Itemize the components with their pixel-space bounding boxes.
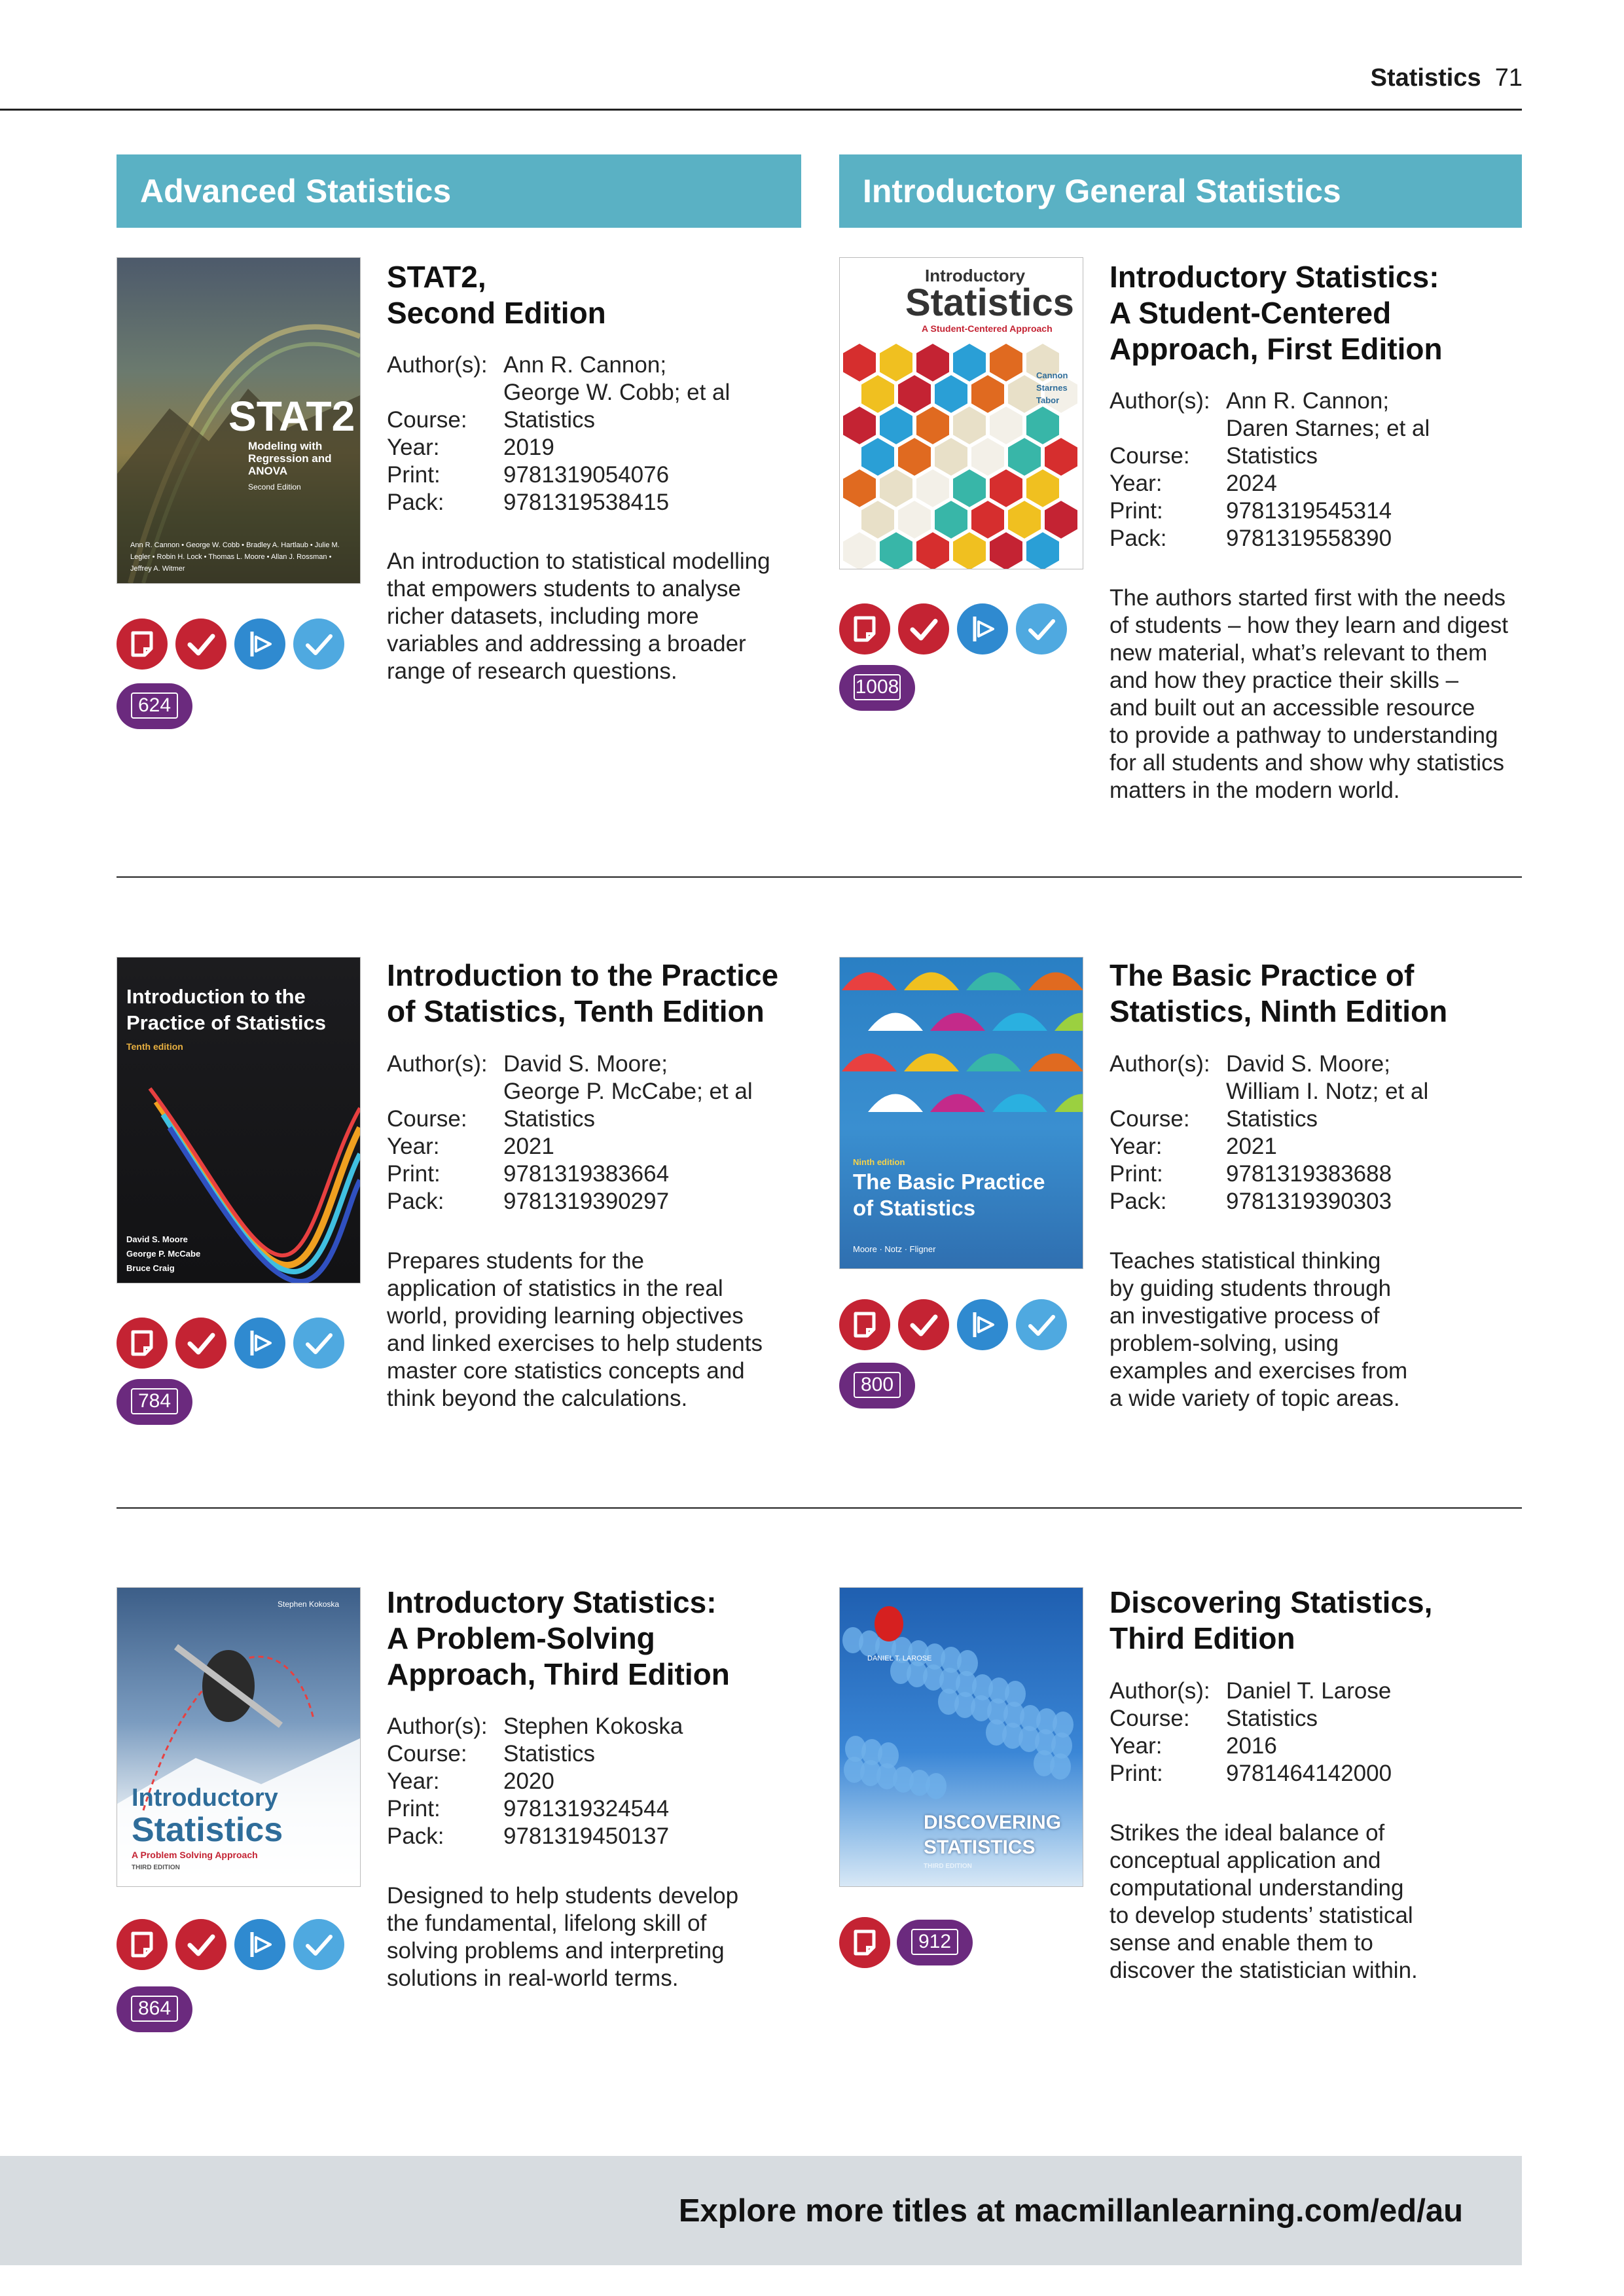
book-description: Teaches statistical thinking by guiding students through an investigative process of problem-solving, using examples and exercises from a wide variety of topic areas. [1110, 1248, 1408, 1411]
achieve-check-icon [175, 1919, 226, 1970]
book-description: Prepares students for the application of statistics in the real world, providing learning objectives and linked exercises to help students master core statistics concepts and think beyond the calculations. [387, 1248, 763, 1411]
book-title: Introductory Statistics: A Problem-Solving Approach, Third Edition [387, 1585, 730, 1691]
page-count-icon [117, 683, 192, 729]
ebook-icon [117, 1318, 168, 1369]
cover-edition: Second Edition [248, 482, 301, 492]
book-cover-introductory-statistics-problem-solving [117, 1587, 361, 1887]
sapling-check-icon [293, 1919, 344, 1970]
product-icons [117, 1919, 344, 1970]
cover-red-balloon [875, 1606, 903, 1641]
launchpad-play-icon [957, 603, 1008, 655]
cover-hexagon [1044, 437, 1078, 476]
book-title: The Basic Practice of Statistics, Ninth Edition [1110, 958, 1448, 1028]
book-pack-isbn: 9781319390303 [1226, 1189, 1392, 1214]
book-cover-discovering-statistics [839, 1587, 1083, 1887]
book-cover-introduction-to-the-practice-of-statistics [117, 957, 361, 1283]
cover-hexagon [934, 374, 968, 414]
cover-umbrella [842, 1054, 897, 1072]
page-count-icon [839, 665, 915, 711]
cover-hexagon [1007, 437, 1041, 476]
cover-umbrella [930, 1094, 985, 1113]
page-count-icon [897, 1920, 973, 1965]
cover-title-line1: Introductory [925, 266, 1026, 285]
cover-hexagon [861, 437, 895, 476]
book-pack-isbn: 9781319538415 [503, 490, 670, 515]
sapling-check-icon [1016, 603, 1067, 655]
sapling-check-icon [293, 1318, 344, 1369]
book-cover-stat2 [117, 257, 361, 584]
launchpad-play-icon [234, 619, 285, 670]
cover-umbrella [966, 973, 1021, 991]
cover-hexagon [952, 531, 986, 569]
book-author: George W. Cobb; et al [503, 380, 731, 405]
book-author: Daniel T. Larose [1226, 1678, 1392, 1704]
cover-subtitle: Modeling with Regression and ANOVA [248, 440, 332, 477]
book-description: The authors started first with the needs of students – how they learn and digest new material, what’s relevant to them and how they practice their skills – and built out an accessible resource to provide a pathway to understanding for all students and show why statistics matters in the modern world. [1110, 585, 1509, 803]
cover-hexagon [879, 531, 913, 569]
book-course: Statistics [503, 1106, 596, 1132]
cover-authors: David S. Moore George P. McCabe Bruce Craig [126, 1234, 201, 1273]
book-year: 2021 [1226, 1134, 1277, 1159]
cover-hexagon [989, 343, 1023, 382]
cover-authors: Ann R. Cannon • George W. Cobb • Bradley A. Hartlaub • Julie M. Legler • Robin H. Lock • Thomas L. Moore • Allan J. Rossman • Jeffrey A. Witmer [130, 541, 340, 573]
book-author: Ann R. Cannon; [503, 352, 667, 378]
cover-authors: Moore · Notz · Fligner [853, 1244, 936, 1254]
sapling-check-icon [1016, 1299, 1067, 1350]
cover-umbrella [868, 1094, 923, 1113]
cover-illustration [840, 958, 1083, 1268]
cover-hexagon [971, 437, 1005, 476]
footer-link-text[interactable]: Explore more titles at macmillanlearning.com/ed/au [678, 2193, 1463, 2229]
cover-edition: THIRD EDITION [924, 1863, 972, 1870]
cover-hexagon [916, 469, 950, 508]
cover-edition: Tenth edition [126, 1041, 183, 1052]
cover-hexagon [1026, 531, 1060, 569]
cover-hexagon [934, 500, 968, 539]
launchpad-play-icon [234, 1318, 285, 1369]
book-title: Discovering Statistics, Third Edition [1110, 1585, 1433, 1655]
cover-title: Introduction to the Practice of Statistics [126, 985, 326, 1034]
cover-balloon [926, 1773, 947, 1799]
cover-umbrella [1028, 973, 1083, 991]
cover-hexagon [879, 343, 913, 382]
cover-balloon [1005, 1681, 1026, 1707]
book-year: 2020 [503, 1768, 554, 1794]
book-year: 2019 [503, 435, 554, 460]
page-count: 800 [854, 1372, 901, 1398]
book-year: 2024 [1226, 471, 1277, 496]
book-course: Statistics [1226, 1706, 1318, 1731]
book-pack-isbn: 9781319558390 [1226, 526, 1392, 551]
cover-umbrella [992, 1094, 1047, 1113]
cover-umbrella [966, 1054, 1021, 1072]
book-course: Statistics [503, 1741, 596, 1767]
cover-balloon [1053, 1712, 1074, 1738]
cover-hexagon [916, 406, 950, 445]
book-title: Introductory Statistics: A Student-Centered Approach, First Edition [1110, 260, 1443, 366]
cover-balloon [957, 1650, 978, 1676]
cover-title: STAT2 [228, 393, 355, 440]
page-count-icon [839, 1363, 915, 1408]
book-print-isbn: 9781319383688 [1226, 1161, 1392, 1187]
cover-hexagon [842, 531, 876, 569]
launchpad-play-icon [957, 1299, 1008, 1350]
sapling-check-icon [293, 619, 344, 670]
cover-hexagon [989, 469, 1023, 508]
book-print-isbn: 9781319324544 [503, 1796, 670, 1821]
cover-hexagon [842, 406, 876, 445]
cover-hexagon [916, 531, 950, 569]
cover-umbrella [1055, 1094, 1083, 1113]
book-title: STAT2, Second Edition [387, 260, 606, 330]
book-author: Ann R. Cannon; [1226, 388, 1390, 414]
cover-balloon [878, 1742, 899, 1768]
cover-umbrella [904, 1054, 959, 1072]
cover-hexagon [897, 500, 931, 539]
cover-hexagon [989, 406, 1023, 445]
book-print-isbn: 9781319383664 [503, 1161, 670, 1187]
book-metadata: Author(s): David S. Moore; William I. Notz; et al Course: Statistics Year: 2021 Print: 9781319383688 Pack: 9781319390303 [1110, 1051, 1429, 1214]
product-icons [117, 619, 344, 670]
cover-hexagon [1026, 406, 1060, 445]
ebook-icon [117, 1919, 168, 1970]
book-year: 2021 [503, 1134, 554, 1159]
cover-title-line2: Statistics [132, 1811, 283, 1849]
book-pack-isbn: 9781319390297 [503, 1189, 670, 1214]
cover-title: DISCOVERING STATISTICS [924, 1812, 1062, 1858]
book-author: David S. Moore; [1226, 1051, 1390, 1077]
cover-title: The Basic Practice of Statistics [853, 1170, 1045, 1220]
page-count: 624 [131, 692, 178, 719]
cover-title-line2: Statistics [905, 281, 1074, 324]
ebook-icon [839, 603, 890, 655]
cover-hexagon [897, 437, 931, 476]
achieve-check-icon [175, 1318, 226, 1369]
book-title: Introduction to the Practice of Statistics, Tenth Edition [387, 958, 779, 1028]
page-count: 784 [131, 1388, 178, 1414]
cover-hexagon [861, 500, 895, 539]
book-description: Strikes the ideal balance of conceptual application and computational understanding to develop students’ statistical sense and enable them to discover the statistician within. [1110, 1820, 1418, 1983]
cover-hexagon [842, 469, 876, 508]
cover-hexagon [1007, 500, 1041, 539]
product-icons [839, 1299, 1067, 1350]
cover-umbrella [1055, 1013, 1083, 1031]
achieve-check-icon [898, 1299, 949, 1350]
cover-hexagon [971, 500, 1005, 539]
cover-subtitle: A Problem Solving Approach [132, 1850, 258, 1860]
book-metadata: Author(s): Ann R. Cannon; George W. Cobb; et al Course: Statistics Year: 2019 Print: 9781319054076 Pack: 9781319538415 [387, 352, 731, 515]
row-separator [117, 1507, 1522, 1509]
achieve-check-icon [175, 619, 226, 670]
cover-hexagon [1044, 500, 1078, 539]
cover-hexagon [952, 406, 986, 445]
cover-hexagon [897, 374, 931, 414]
cover-hexagon [952, 343, 986, 382]
book-description: An introduction to statistical modelling that empowers students to analyse richer datasets, including more variables and addressing a broader range of research questions. [387, 548, 770, 684]
book-author: David S. Moore; [503, 1051, 668, 1077]
book-cover-introductory-statistics-student-centered [839, 257, 1083, 569]
product-icons [839, 1917, 890, 1968]
cover-hexagon [842, 343, 876, 382]
page-count: 912 [911, 1929, 958, 1955]
header-section: Statistics [1370, 64, 1481, 92]
cover-title-line1: Introductory [132, 1784, 278, 1812]
cover-subtitle: A Student-Centered Approach [922, 323, 1053, 334]
page-count-icon [117, 1986, 192, 2032]
product-icons [117, 1318, 344, 1369]
ebook-icon [839, 1917, 890, 1968]
launchpad-play-icon [234, 1919, 285, 1970]
page-count-icon [117, 1379, 192, 1425]
page-count: 1008 [854, 674, 901, 700]
book-author: Stephen Kokoska [503, 1713, 683, 1739]
cover-hexagon [952, 469, 986, 508]
book-pack-isbn: 9781319450137 [503, 1823, 670, 1849]
page-number: 71 [1494, 64, 1523, 92]
cover-author: Stephen Kokoska [278, 1600, 340, 1609]
cover-umbrella [904, 973, 959, 991]
footer-banner [0, 2156, 1522, 2265]
book-print-isbn: 9781319545314 [1226, 498, 1392, 524]
cover-hexagon [971, 374, 1005, 414]
ebook-icon [117, 619, 168, 670]
book-author: Daren Starnes; et al [1226, 416, 1430, 441]
book-author: William I. Notz; et al [1226, 1079, 1429, 1104]
book-metadata: Author(s): Stephen Kokoska Course: Statistics Year: 2020 Print: 9781319324544 Pack: 9781319450137 [387, 1713, 683, 1849]
book-course: Statistics [503, 407, 596, 433]
band-introductory-general-statistics: Introductory General Statistics [839, 154, 1522, 228]
band-advanced-statistics: Advanced Statistics [117, 154, 801, 228]
book-metadata: Author(s): Daniel T. Larose Course: Statistics Year: 2016 Print: 9781464142000 [1110, 1678, 1392, 1786]
header-rule [0, 109, 1522, 111]
book-course: Statistics [1226, 1106, 1318, 1132]
cover-hexagon [1026, 469, 1060, 508]
cover-hexagon [879, 406, 913, 445]
row-separator [117, 876, 1522, 878]
cover-umbrella [868, 1013, 923, 1031]
cover-hexagon [861, 374, 895, 414]
cover-umbrella [842, 973, 897, 991]
cover-authors: Cannon Starnes Tabor [1036, 370, 1068, 405]
cover-hexagon [989, 531, 1023, 569]
cover-author: DANIEL T. LAROSE [867, 1655, 932, 1662]
book-description: Designed to help students develop the fundamental, lifelong skill of solving problems and interpreting solutions in real-world terms. [387, 1883, 739, 1991]
book-metadata: Author(s): David S. Moore; George P. McCabe; et al Course: Statistics Year: 2021 Print: 9781319383664 Pack: 9781319390297 [387, 1051, 753, 1214]
cover-umbrella [1028, 1054, 1083, 1072]
product-icons [839, 603, 1067, 655]
cover-hexagon [934, 437, 968, 476]
book-metadata: Author(s): Ann R. Cannon; Daren Starnes; et al Course: Statistics Year: 2024 Print: 9781319545314 Pack: 9781319558390 [1110, 388, 1430, 551]
cover-hexagon [879, 469, 913, 508]
book-cover-the-basic-practice-of-statistics [839, 957, 1083, 1269]
book-year: 2016 [1226, 1733, 1277, 1759]
cover-edition: Ninth edition [853, 1157, 905, 1167]
running-header [1371, 64, 1523, 92]
achieve-check-icon [898, 603, 949, 655]
cover-hexagon [916, 343, 950, 382]
cover-edition: THIRD EDITION [132, 1864, 180, 1871]
ebook-icon [839, 1299, 890, 1350]
cover-umbrella [992, 1013, 1047, 1031]
book-print-isbn: 9781464142000 [1226, 1761, 1392, 1786]
book-print-isbn: 9781319054076 [503, 462, 670, 488]
cover-umbrella [930, 1013, 985, 1031]
book-course: Statistics [1226, 443, 1318, 469]
page-count: 864 [131, 1996, 178, 2022]
book-author: George P. McCabe; et al [503, 1079, 753, 1104]
